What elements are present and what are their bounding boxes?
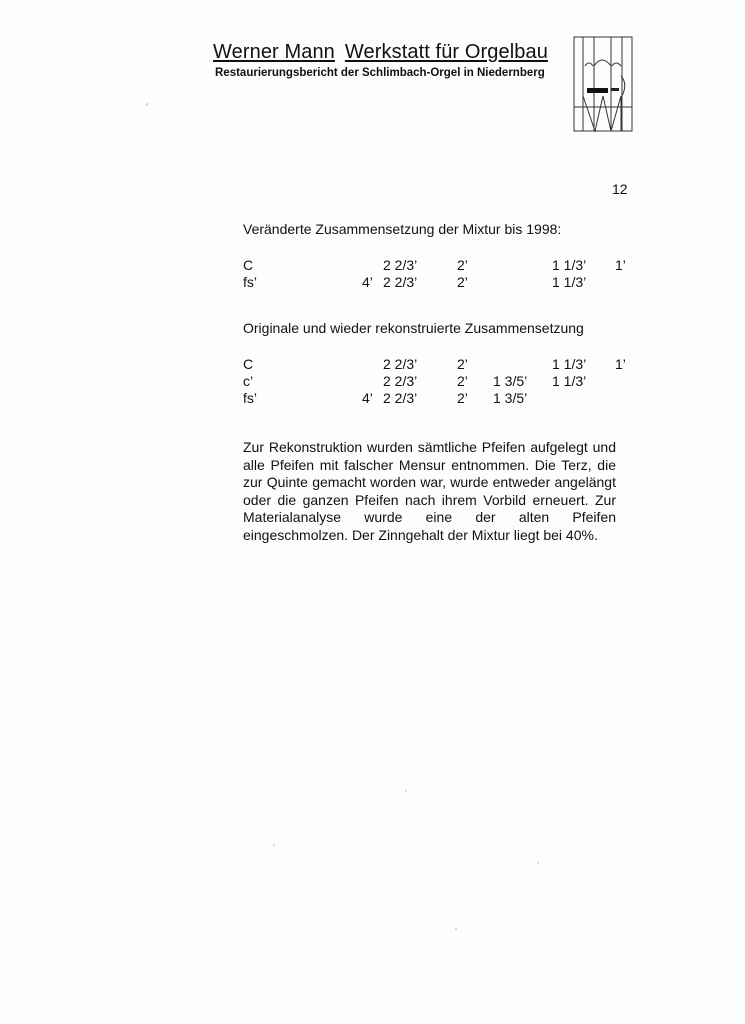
pitch-2-cell: 2’ xyxy=(457,274,468,290)
pitch-2-2-3-cell: 2 2/3’ xyxy=(383,356,418,372)
pitch-2-cell: 2’ xyxy=(457,373,468,389)
pitch-2-cell: 2’ xyxy=(457,390,468,406)
note-cell: c’ xyxy=(243,373,254,389)
pitch-1-1-3-cell: 1 1/3’ xyxy=(552,274,587,290)
body-paragraph: Zur Rekonstruktion wurden sämtliche Pfeifen aufgelegt und alle Pfeifen mit falscher Mensur entnommen. Die Terz, die zur Quinte gemacht worden war, wurde entweder angelängt oder die ganzen Pfeifen nach ihrem Vorbild erneuert. Zur Materialanalyse wurde eine der alten Pfeifen eingeschmolzen. Der Zinngehalt der Mixtur liegt bei 40%. xyxy=(243,439,616,543)
note-cell: C xyxy=(243,356,254,372)
pitch-1-1-3-cell: 1 1/3’ xyxy=(552,257,587,273)
scan-speck xyxy=(146,103,148,106)
scan-speck xyxy=(455,928,457,930)
scan-speck xyxy=(273,844,275,846)
note-cell: fs’ xyxy=(243,390,257,406)
scan-speck xyxy=(537,862,539,864)
scan-speck xyxy=(405,790,407,792)
letterhead-title xyxy=(213,41,548,64)
note-cell: fs’ xyxy=(243,274,257,290)
pitch-1-3-5-cell: 1 3/5’ xyxy=(493,390,528,406)
company-trade: Werkstatt für Orgelbau xyxy=(344,41,548,63)
letterhead-subtitle: Restaurierungsbericht der Schlimbach-Orgel in Niedernberg xyxy=(215,67,545,79)
section-heading-original: Originale und wieder rekonstruierte Zusammensetzung xyxy=(243,320,584,336)
organ-pipe-logo xyxy=(573,36,633,134)
pitch-1-1-3-cell: 1 1/3’ xyxy=(552,356,587,372)
page-number: 12 xyxy=(612,181,628,197)
company-name: Werner Mann xyxy=(213,41,335,63)
pitch-1-cell: 1’ xyxy=(615,257,626,273)
pitch-2-2-3-cell: 2 2/3’ xyxy=(383,257,418,273)
pitch-2-2-3-cell: 2 2/3’ xyxy=(383,274,418,290)
pitch-1-cell: 1’ xyxy=(615,356,626,372)
pitch-2-cell: 2’ xyxy=(457,356,468,372)
section-heading-changed: Veränderte Zusammensetzung der Mixtur bis 1998: xyxy=(243,221,562,237)
pitch-4-cell: 4’ xyxy=(362,390,373,406)
pitch-1-1-3-cell: 1 1/3’ xyxy=(552,373,587,389)
pitch-4-cell: 4’ xyxy=(362,274,373,290)
pitch-2-cell: 2’ xyxy=(457,257,468,273)
note-cell: C xyxy=(243,257,254,273)
pitch-2-2-3-cell: 2 2/3’ xyxy=(383,390,418,406)
pitch-2-2-3-cell: 2 2/3’ xyxy=(383,373,418,389)
pitch-1-3-5-cell: 1 3/5’ xyxy=(493,373,528,389)
